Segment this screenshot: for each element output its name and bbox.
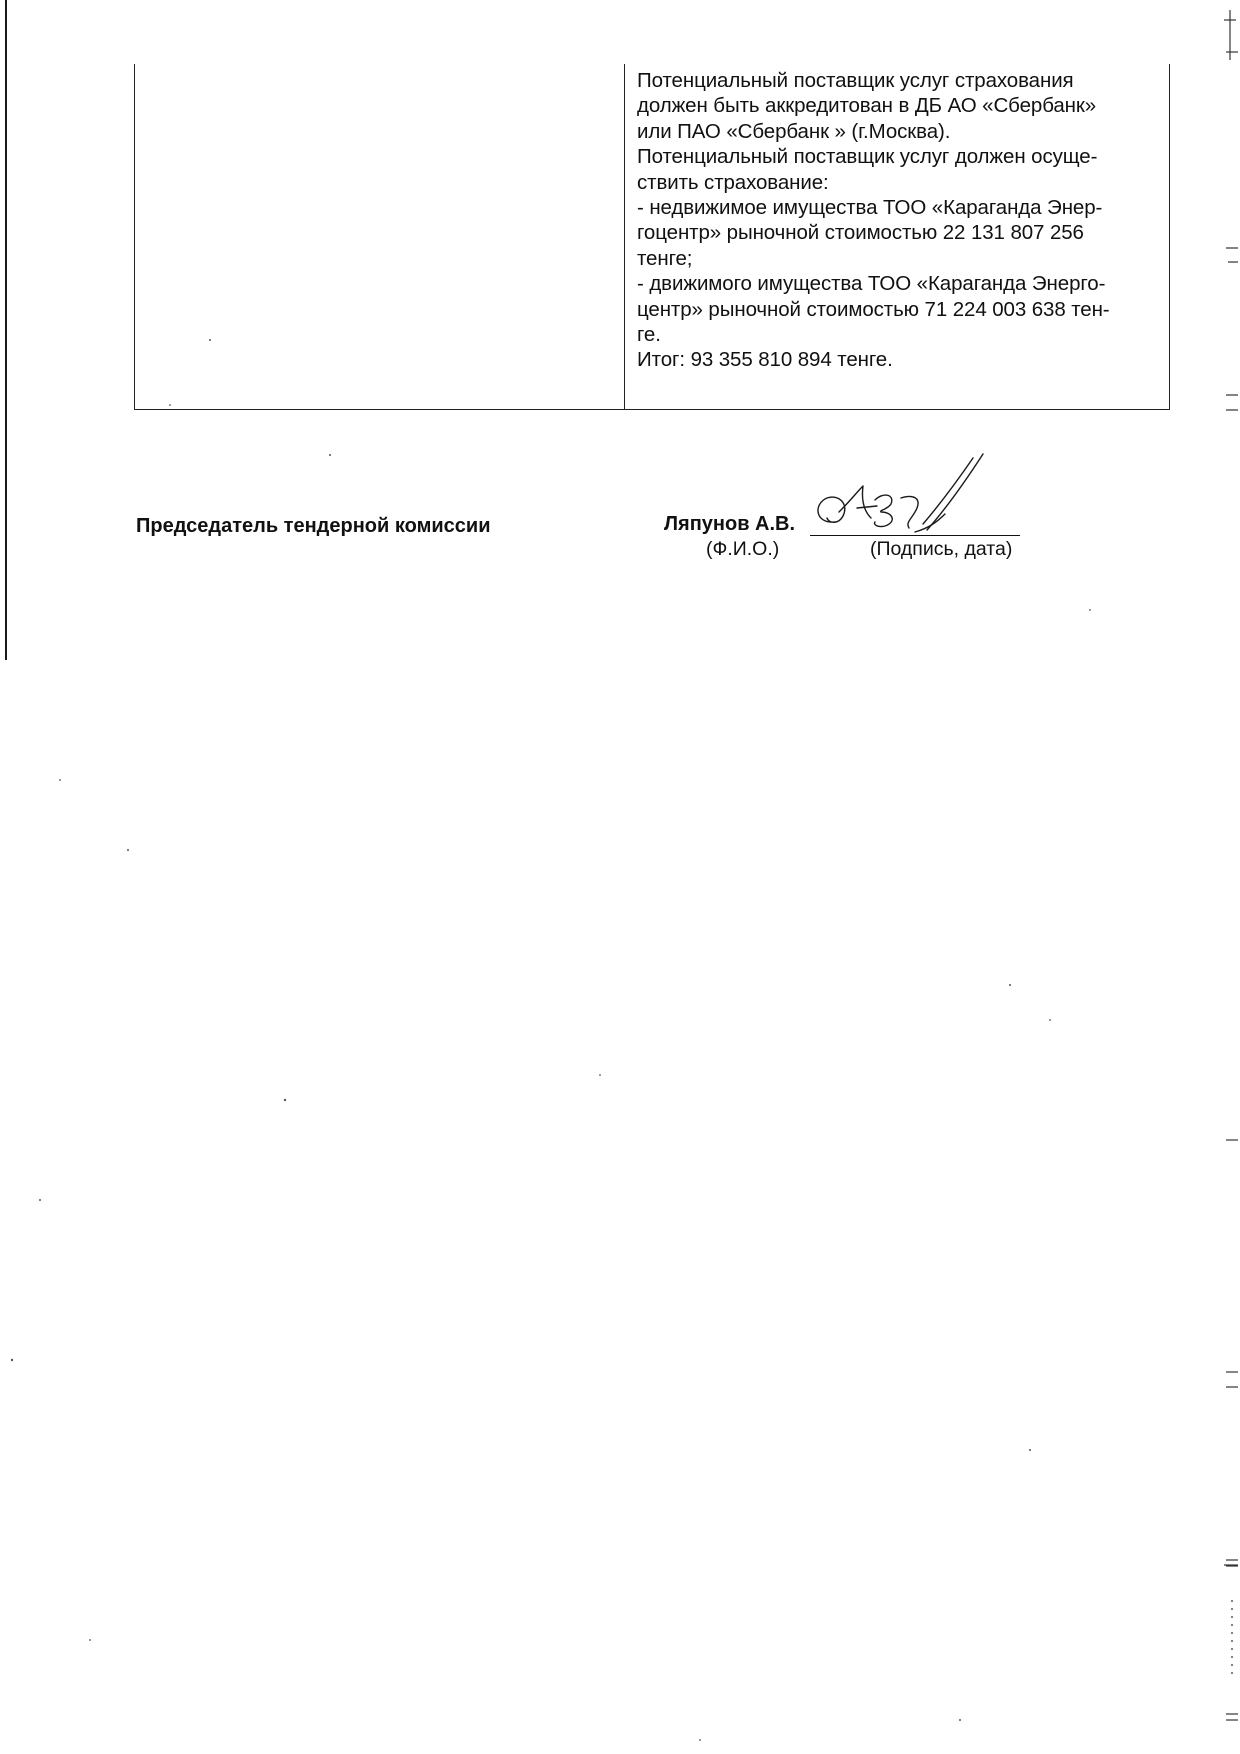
table-fragment — [134, 64, 1170, 410]
requirement-line: - движимого имущества ТОО «Караганда Энерго- — [637, 272, 1106, 296]
signatory-name: Ляпунов А.В. — [664, 513, 796, 535]
requirement-line: гоцентр» рыночной стоимостью 22 131 807 256 — [637, 221, 1084, 245]
requirement-line: ствить страхование: — [637, 170, 829, 194]
scan-edge-left — [5, 0, 7, 660]
requirement-line: Потенциальный поставщик услуг должен осуще- — [637, 145, 1098, 169]
table-cell-requirements — [624, 64, 1170, 410]
requirement-total-line: Итог: 93 355 810 894 тенге. — [637, 348, 893, 372]
requirement-line: центр» рыночной стоимостью 71 224 003 638 тен- — [637, 297, 1110, 321]
requirement-line: или ПАО «Сбербанк » (г.Москва). — [637, 119, 951, 143]
requirement-line: Потенциальный поставщик услуг страхования — [637, 69, 1074, 92]
requirement-line: должен быть аккредитован в ДБ АО «Сбербанк» — [637, 94, 1097, 118]
chairman-title: Председатель тендерной комиссии — [136, 515, 491, 537]
requirement-line: ге. — [637, 323, 661, 347]
table-cell-left-empty — [134, 64, 624, 410]
caption-fio: (Ф.И.О.) — [706, 538, 780, 560]
requirement-line: - недвижимое имущества ТОО «Караганда Энер- — [637, 196, 1103, 220]
scan-edge-right — [1210, 0, 1240, 1754]
caption-signature-date: (Подпись, дата) — [870, 538, 1013, 560]
requirement-line: тенге; — [637, 246, 693, 270]
handwritten-signature — [805, 452, 1005, 547]
